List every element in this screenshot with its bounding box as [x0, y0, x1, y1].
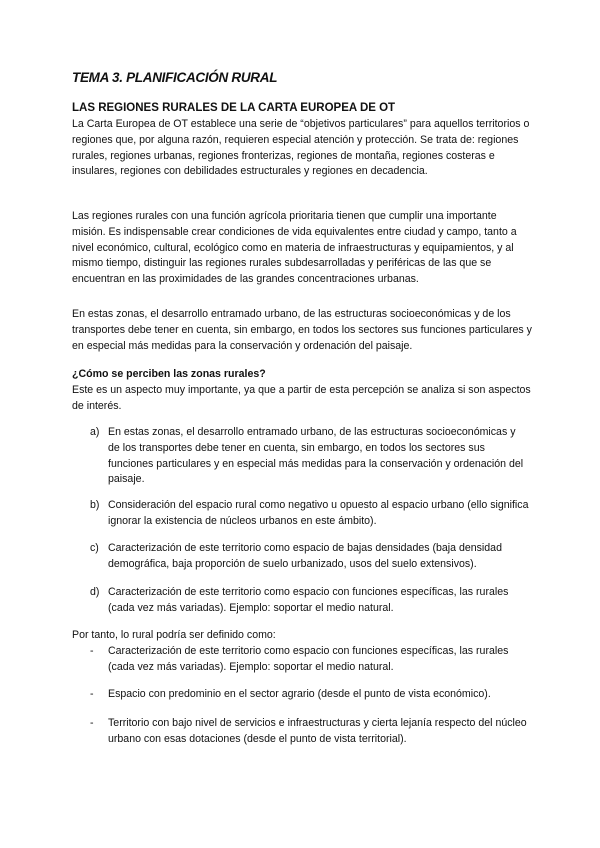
conclusion-intro [72, 628, 532, 644]
list-marker: c) [90, 542, 99, 554]
lettered-list-item-a [90, 425, 530, 488]
list-item-text: Espacio con predominio en el sector agrario (desde el punto de vista económico). [108, 688, 491, 700]
list-item [90, 585, 530, 617]
conclusion-text: Por tanto, lo rural podría ser definido como: [72, 629, 276, 641]
list-marker: - [90, 688, 94, 700]
list-item [90, 498, 530, 530]
section-heading: LAS REGIONES RURALES DE LA CARTA EUROPEA DE OT [72, 102, 396, 114]
list-item [90, 541, 530, 573]
paragraph-text: La Carta Europea de OT establece una serie de “objetivos particulares” para aquellos territorios o regiones que, por alguna razón, requieren especial atención y protección. Se trata de: regiones rurales, regiones urbanas, regiones fronterizas, regiones de montaña, regiones costeras e insulares, regiones con debilidades estructurales y regiones en decadencia. [72, 118, 530, 178]
list-marker: a) [90, 426, 100, 438]
list-marker: - [90, 645, 94, 657]
paragraph-2 [72, 209, 532, 288]
dash-list-item-2 [90, 687, 530, 703]
list-item-text: Consideración del espacio rural como negativo u opuesto al espacio urbano (ello significa ignorar la existencia de núcleos urbanos en este ámbito). [108, 499, 529, 527]
list-marker: - [90, 717, 94, 729]
page-title: TEMA 3. PLANIFICACIÓN RURAL [72, 70, 278, 85]
list-item-text: Caracterización de este territorio como espacio con funciones específicas, las rurales (cada vez más variadas). Ejemplo: soportar el medio natural. [108, 645, 509, 673]
paragraph-text: Las regiones rurales con una función agrícola prioritaria tienen que cumplir una importante misión. Es indispensable crear condiciones de vida equivalentes entre ciudad y campo, tanto a nivel económico, cultural, ecológico como en materia de infraestructuras y equipamientos, y al mismo tiempo, distinguir las regiones rurales subdesarrolladas y periféricas de las que se encuentran en las proximidades de las grandes concentraciones urbanas. [72, 210, 517, 286]
list-item-text: Territorio con bajo nivel de servicios e infraestructuras y cierta lejanía respecto del núcleo urbano con esas dotaciones (desde el punto de vista territorial). [108, 717, 527, 745]
paragraph-3 [72, 307, 532, 354]
subsection-heading: ¿Cómo se perciben las zonas rurales? [72, 368, 266, 380]
list-item [90, 716, 530, 748]
list-marker: b) [90, 499, 100, 511]
subsection [72, 367, 532, 414]
lettered-list-item-c [90, 541, 530, 573]
paragraph-text: En estas zonas, el desarrollo entramado urbano, de las estructuras socioeconómicas y de los transportes debe tener en cuenta, sin embargo, en todos los sectores sus funciones particulares y en especial más medidas para la conservación y ordenación del paisaje. [72, 308, 532, 352]
list-item-text: En estas zonas, el desarrollo entramado urbano, de las estructuras socioeconómicas y de los transportes debe tener en cuenta, sin embargo, en todos los sectores sus funciones particulares y en especial más medidas para la conservación y ordenación del paisaje. [108, 426, 524, 486]
list-item [90, 425, 530, 488]
dash-list-item-1 [90, 644, 530, 676]
paragraph-1 [72, 117, 532, 180]
list-item [90, 687, 530, 703]
lettered-list-item-b [90, 498, 530, 530]
subsection-intro: Este es un aspecto muy importante, ya que a partir de esta percepción se analiza si son aspectos de interés. [72, 383, 531, 412]
list-item [90, 644, 530, 676]
list-marker: d) [90, 586, 100, 598]
dash-list-item-3 [90, 716, 530, 748]
list-item-text: Caracterización de este territorio como espacio con funciones específicas, las rurales (cada vez más variadas). Ejemplo: soportar el medio natural. [108, 586, 509, 614]
list-item-text: Caracterización de este territorio como espacio de bajas densidades (baja densidad demográfica, baja proporción de suelo urbanizado, usos del suelo extensivos). [108, 542, 502, 570]
lettered-list-item-d [90, 585, 530, 617]
